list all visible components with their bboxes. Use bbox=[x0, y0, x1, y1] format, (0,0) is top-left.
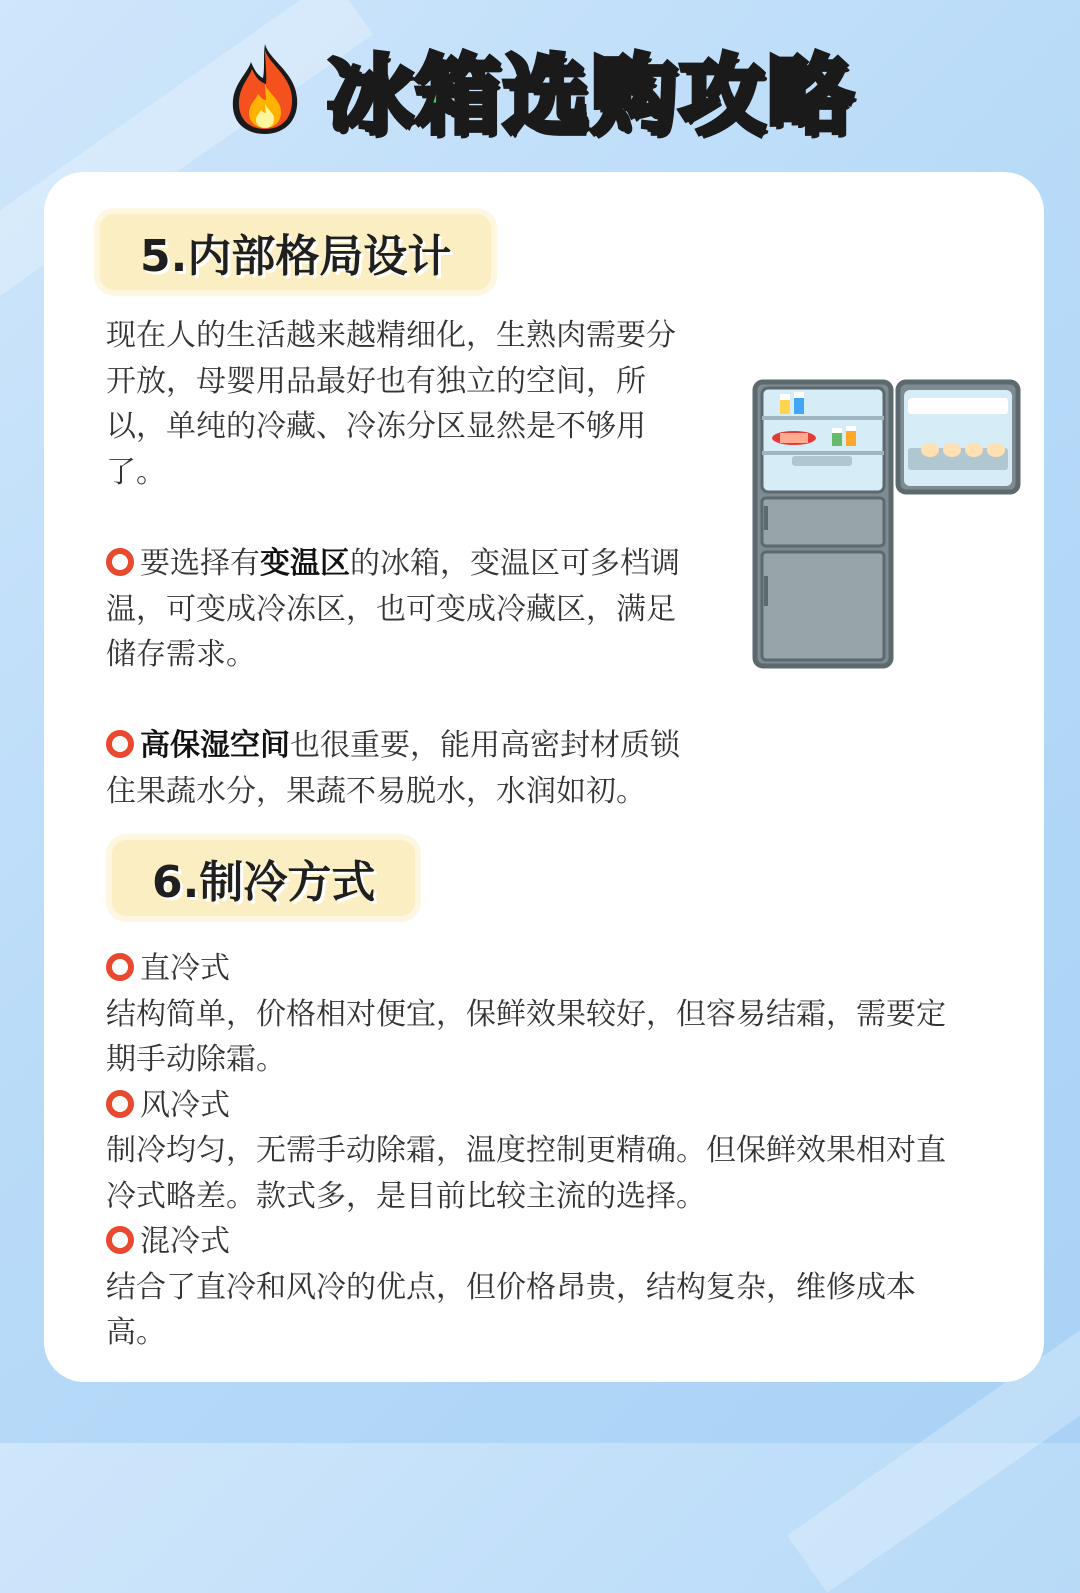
section-5-tag bbox=[100, 214, 491, 290]
section-5-intro bbox=[106, 313, 746, 495]
fridge-illustration bbox=[752, 378, 1022, 670]
text-line: 了。 bbox=[106, 454, 166, 490]
text-line: 以，单纯的冷藏、冷冻分区显然是不够用 bbox=[106, 409, 646, 444]
red-ring-icon bbox=[106, 1226, 134, 1254]
section-6-tag bbox=[112, 840, 415, 916]
text-line: 冷式略差。款式多，是目前比较主流的选择。 bbox=[106, 1178, 706, 1214]
type-item bbox=[106, 946, 1026, 1083]
type-item bbox=[106, 1219, 1026, 1356]
text-line: 住果蔬水分，果蔬不易脱水，水润如初。 bbox=[106, 773, 646, 809]
type-name: 混冷式 bbox=[140, 1224, 230, 1259]
red-ring-icon bbox=[106, 730, 134, 758]
page-title: 冰箱选购攻略 bbox=[327, 46, 855, 146]
fire-icon bbox=[225, 40, 305, 136]
type-name: 风冷式 bbox=[140, 1087, 230, 1123]
text-line: 高。 bbox=[106, 1315, 166, 1350]
type-name: 直冷式 bbox=[140, 951, 230, 986]
text-line: 现在人的生活越来越精细化，生熟肉需要分 bbox=[106, 318, 676, 353]
red-ring-icon bbox=[106, 953, 134, 981]
text-line: 结构简单，价格相对便宜，保鲜效果较好，但容易结霜，需要定 bbox=[106, 996, 946, 1032]
section-5-point-2 bbox=[106, 723, 756, 814]
text-line: 结合了直冷和风冷的优点，但价格昂贵，结构复杂，维修成本 bbox=[106, 1269, 916, 1305]
section-6-heading: 6.制冷方式 bbox=[152, 857, 376, 908]
text-line: 开放，母婴用品最好也有独立的空间，所 bbox=[106, 363, 646, 399]
point-1-pre: 要选择有 bbox=[140, 546, 260, 581]
point-1-post: 的冰箱，变温区可多档调 bbox=[350, 546, 680, 581]
type-item bbox=[106, 1083, 1026, 1220]
point-2-post: 也很重要，能用高密封材质锁 bbox=[290, 728, 680, 763]
section-6-list bbox=[106, 946, 1026, 1356]
section-5-point-1 bbox=[106, 541, 756, 678]
red-ring-icon bbox=[106, 1090, 134, 1118]
text-line: 期手动除霜。 bbox=[106, 1042, 286, 1077]
point-2-bold: 高保湿空间 bbox=[140, 728, 290, 763]
text-line: 制冷均匀，无需手动除霜，温度控制更精确。但保鲜效果相对直 bbox=[106, 1133, 946, 1168]
point-1-bold: 变温区 bbox=[260, 546, 350, 581]
text-line: 温，可变成冷冻区，也可变成冷藏区，满足 bbox=[106, 591, 676, 627]
red-ring-icon bbox=[106, 548, 134, 576]
hero-header bbox=[0, 28, 1080, 148]
text-line: 储存需求。 bbox=[106, 637, 256, 672]
section-5-heading: 5.内部格局设计 bbox=[140, 231, 452, 282]
